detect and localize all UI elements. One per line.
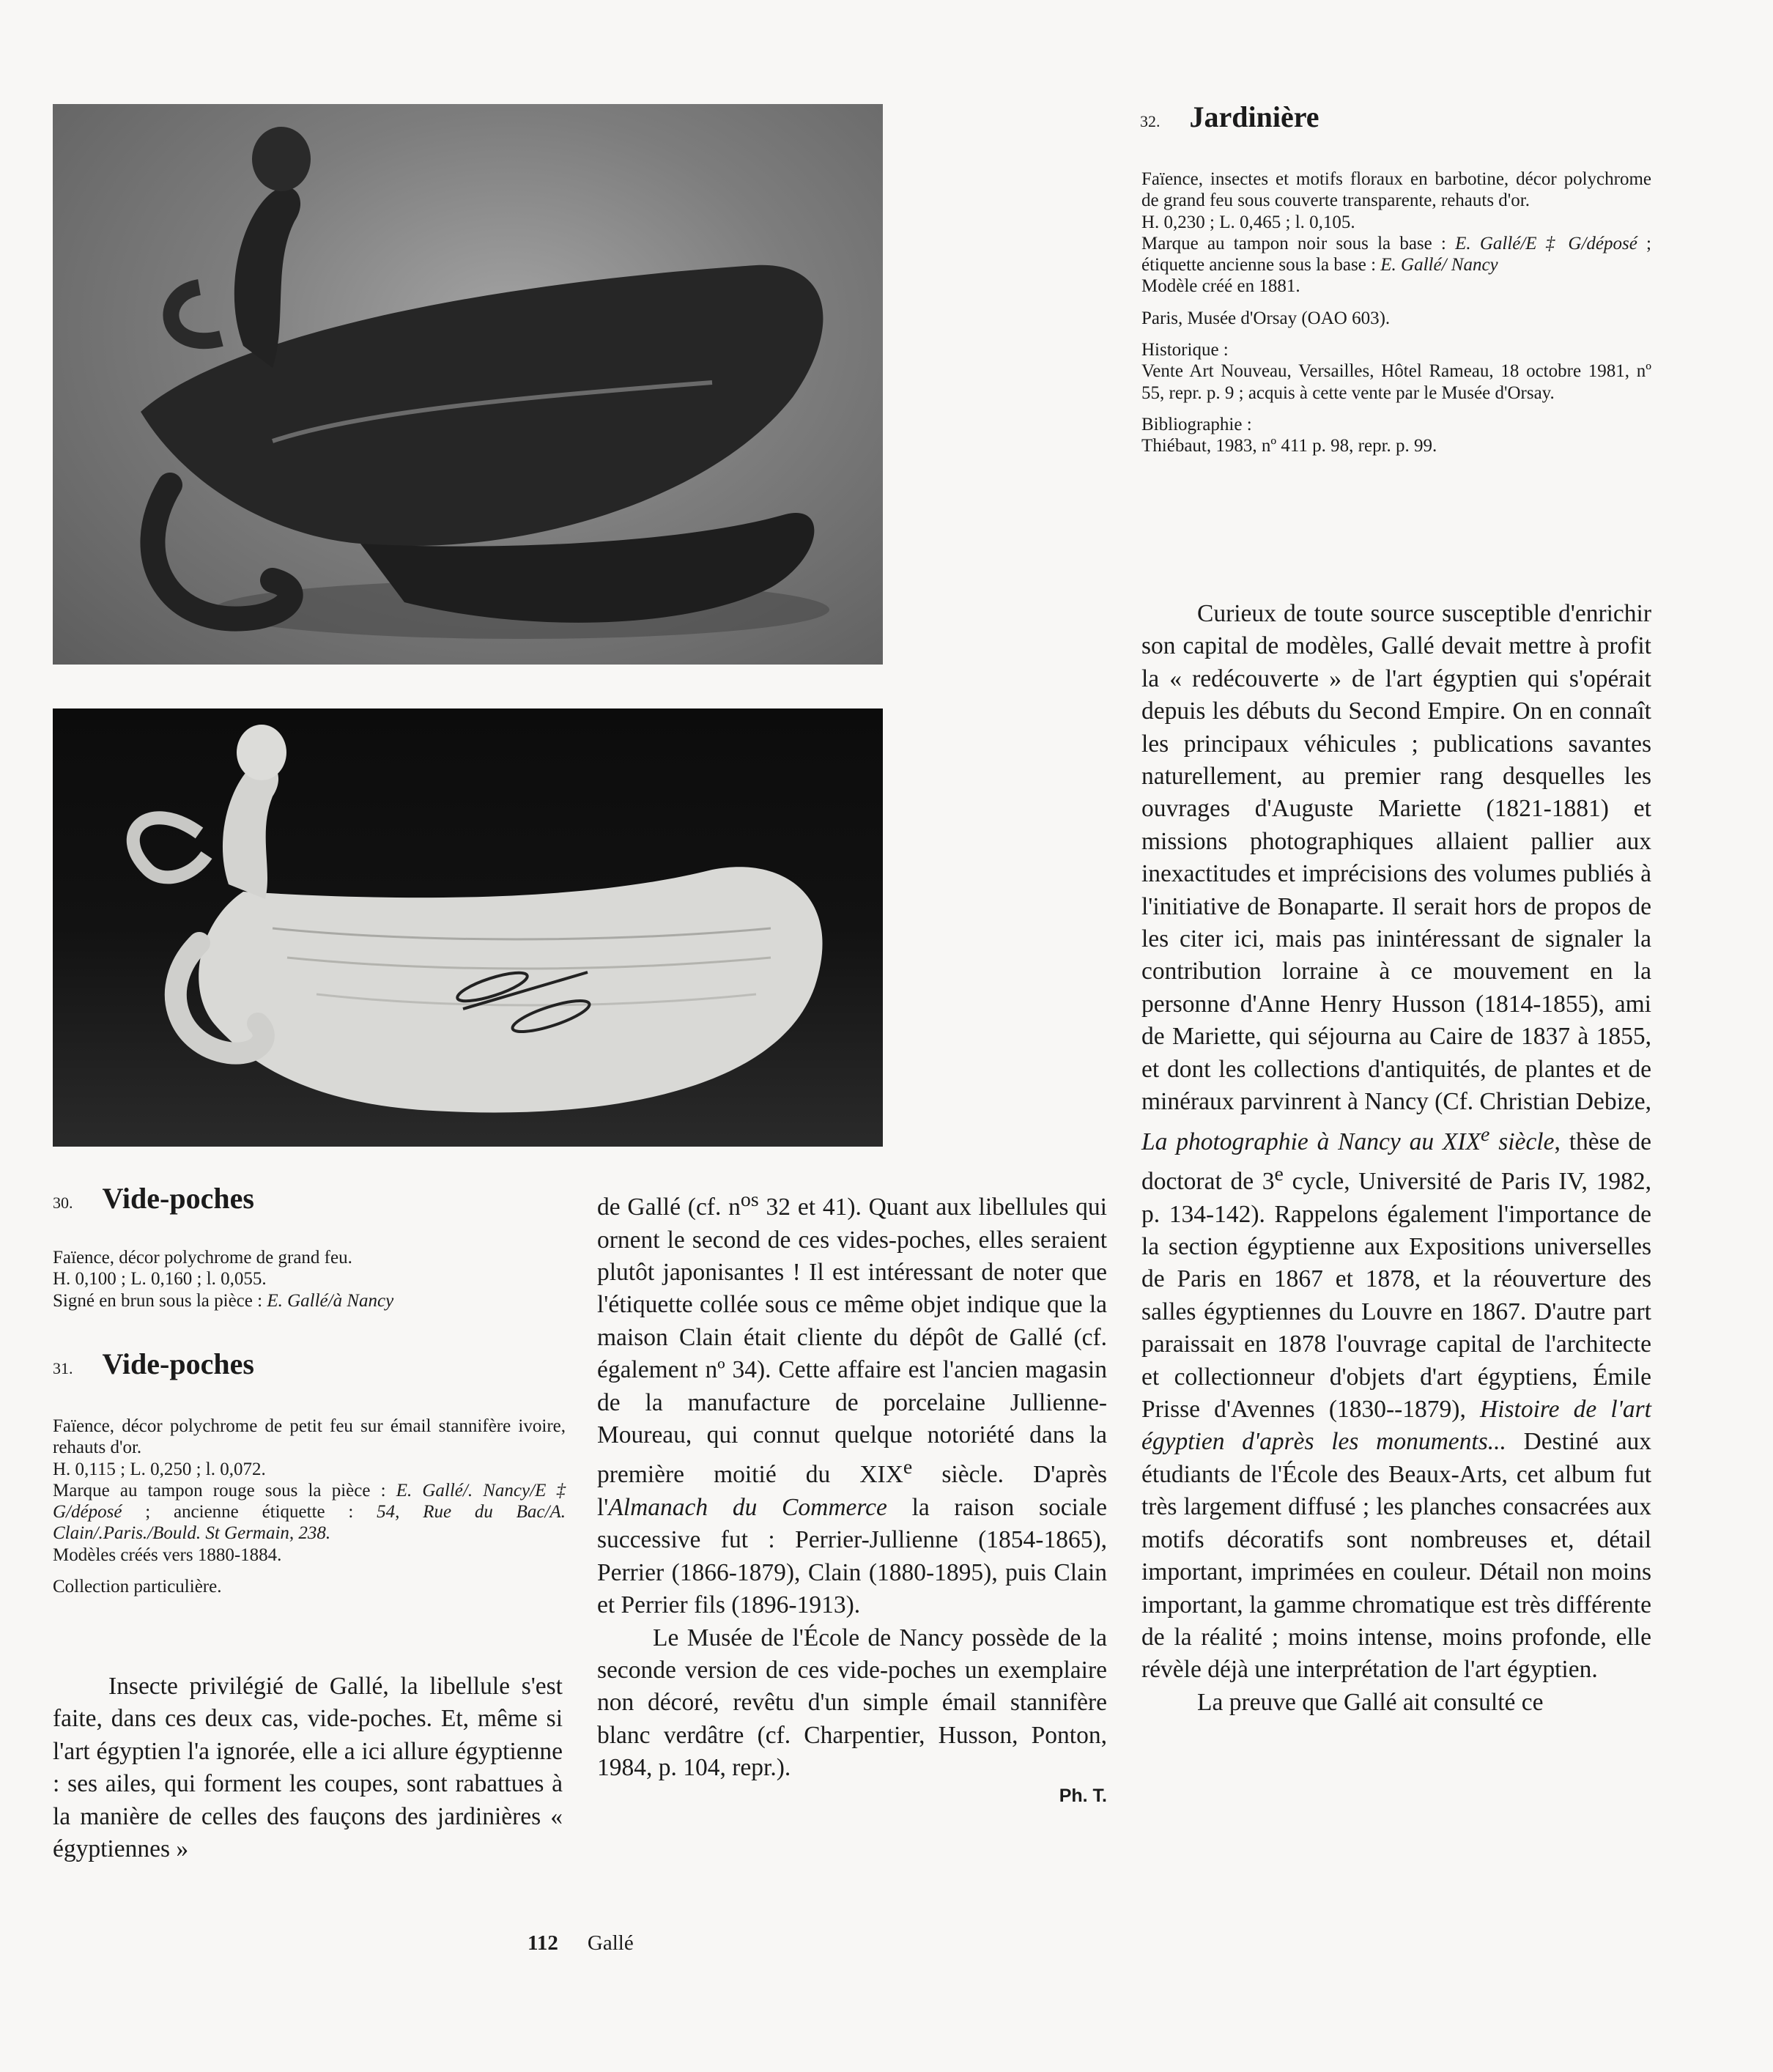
dimensions-line: H. 0,115 ; L. 0,250 ; l. 0,072. bbox=[53, 1459, 266, 1479]
entry-title: Jardinière bbox=[1189, 100, 1319, 133]
entry-32-heading bbox=[1140, 100, 1319, 134]
bibliography-text: Thiébaut, 1983, nº 411 p. 98, repr. p. 99. bbox=[1141, 436, 1437, 456]
entry-30-details bbox=[53, 1247, 580, 1311]
author-signature: Ph. T. bbox=[1059, 1785, 1107, 1806]
material-line: Faïence, décor polychrome de petit feu sur émail stannifère ivoire, rehauts d'or. bbox=[53, 1416, 566, 1458]
light-vide-poches-illustration bbox=[53, 708, 883, 1147]
date-line: Modèle créé en 1881. bbox=[1141, 276, 1300, 297]
history-text: Vente Art Nouveau, Versailles, Hôtel Rameau, 18 octobre 1981, nº 55, repr. p. 9 ; acquis à cette vente par le Musée d'Orsay. bbox=[1141, 361, 1651, 403]
entry-number: 30. bbox=[53, 1194, 73, 1212]
page-footer bbox=[528, 1931, 634, 1956]
date-line: Modèles créés vers 1880-1884. bbox=[53, 1544, 282, 1565]
entry-30-heading bbox=[53, 1181, 254, 1216]
entry-title: Vide-poches bbox=[102, 1347, 254, 1380]
photo-vide-poches-light bbox=[53, 708, 883, 1147]
paragraph: La preuve que Gallé ait consulté ce bbox=[1197, 1688, 1544, 1716]
right-column-text bbox=[1141, 598, 1651, 1719]
bibliography-label: Bibliographie : bbox=[1141, 414, 1252, 434]
mark-line: Marque au tampon rouge sous la pièce : E. Gallé/. Nancy/E ‡ G/déposé ; ancienne étiquette : 54, Rue du Bac/A. Clain/.Paris./Bould. St Germain, 238. bbox=[53, 1480, 566, 1544]
material-line: Faïence, insectes et motifs floraux en barbotine, décor polychrome de grand feu sous couverte transparente, rehauts d'or. bbox=[1141, 169, 1651, 211]
location-line: Paris, Musée d'Orsay (OAO 603). bbox=[1141, 308, 1391, 328]
photo-vide-poches-dark bbox=[53, 104, 883, 665]
material-line: Faïence, décor polychrome de grand feu. bbox=[53, 1248, 352, 1268]
dimensions-line: H. 0,230 ; L. 0,465 ; l. 0,105. bbox=[1141, 212, 1355, 232]
collection-line: Collection particulière. bbox=[53, 1577, 222, 1597]
running-title: Gallé bbox=[587, 1931, 634, 1955]
paragraph: Curieux de toute source susceptible d'enrichir son capital de modèles, Gallé devait mettre à profit la « redécouverte » de l'art égyptien qui s'opérait depuis les débuts du Second Empire. On en connaît les principaux véhicules ; publications savantes naturellement, au premier rang desquelles les ouvrages d'Auguste Mariette (1821-1881) et missions photographiques allaient pallier aux inexactitudes et imprécisions des volumes publiés à l'initiative de Bonaparte. Il serait hors de propos de les citer ici, mais pas inintéressant de signaler la contribution lorraine à ce mouvement en la personne d'Anne Henry Husson (1814-1855), ami de Mariette, qui séjourna au Caire de 1837 à 1855, et dont les collections d'antiquités, de plantes et de minéraux parvinrent à Nancy (Cf. Christian Debize, La photographie à Nancy au XIXe siècle, thèse de doctorat de 3e cycle, Université de Paris IV, 1982, p. 134-142). Rappelons également l'importance de la section égyptienne aux Expositions universelles de Paris en 1867 et 1878, et la réouverture des salles égyptiennes du Louvre en 1867. D'autre part paraissait en 1878 l'ouvrage capital de l'architecte et collectionneur d'objets d'art égyptiens, Émile Prisse d'Avennes (1830--1879), Histoire de l'art égyptien d'après les monuments... Destiné aux étudiants de l'École des Beaux-Arts, cet album fut très largement diffusé ; les planches consacrées aux motifs décoratifs sont nombreuses et, détail important, imprimées en couleur. Détail non moins important, la gamme chromatique est très différente de la réalité ; moins intense, moins profonde, elle révèle déjà une interprétation de l'art égyptien. bbox=[1141, 600, 1652, 1684]
entry-31-heading bbox=[53, 1347, 254, 1381]
entry-32-details bbox=[1141, 169, 1651, 457]
mark-line: Marque au tampon noir sous la base : E. Gallé/E ‡ G/déposé ; étiquette ancienne sous la base : E. Gallé/ Nancy bbox=[1141, 233, 1652, 275]
middle-column-text bbox=[597, 1184, 1107, 1807]
left-column-text bbox=[53, 1670, 563, 1865]
entry-31-details bbox=[53, 1416, 566, 1597]
paragraph: de Gallé (cf. $n^{os}$ 32 et 41). Quant aux libellules qui ornent le second de ces vides-poches, elles seraient plutôt japonisantes ! Il est intéressant de noter que l'étiquette collée sous ce même objet indique que la maison Clain était cliente du dépôt de Gallé (cf. également nº 34). Cette affaire est l'ancien magasin de la manufacture de porcelaine Jullienne-Moureau, qui connut quelque notoriété dans la première moitié du XIXe siècle. D'après l'Almanach du Commerce la raison sociale successive fut : Perrier-Jullienne (1854-1865), Perrier (1866-1879), Clain (1880-1895), puis Clain et Perrier fils (1896-1913). bbox=[597, 1188, 1107, 1619]
entry-number: 32. bbox=[1140, 112, 1161, 130]
entry-number: 31. bbox=[53, 1359, 73, 1377]
history-label: Historique : bbox=[1141, 340, 1229, 360]
page-number: 112 bbox=[528, 1931, 558, 1955]
dimensions-line: H. 0,100 ; L. 0,160 ; l. 0,055. bbox=[53, 1269, 267, 1290]
dark-vide-poches-illustration bbox=[53, 104, 883, 665]
paragraph: Le Musée de l'École de Nancy possède de la seconde version de ces vide-poches un exemplaire non décoré, revêtu d'un simple émail stannifère blanc verdâtre (cf. Charpentier, Husson, Ponton, 1984, p. 104, repr.). bbox=[597, 1624, 1107, 1782]
entry-title: Vide-poches bbox=[102, 1182, 254, 1215]
paragraph: Insecte privilégié de Gallé, la libellule s'est faite, dans ces deux cas, vide-poches. Et, même si l'art égyptien l'a ignorée, elle a ici allure égyptienne : ses ailes, qui forment les coupes, sont rabattues à la manière de celles des fauçons des jardinières « égyptiennes » bbox=[53, 1673, 563, 1863]
signature-line: Signé en brun sous la pièce : E. Gallé/à Nancy bbox=[53, 1290, 394, 1311]
